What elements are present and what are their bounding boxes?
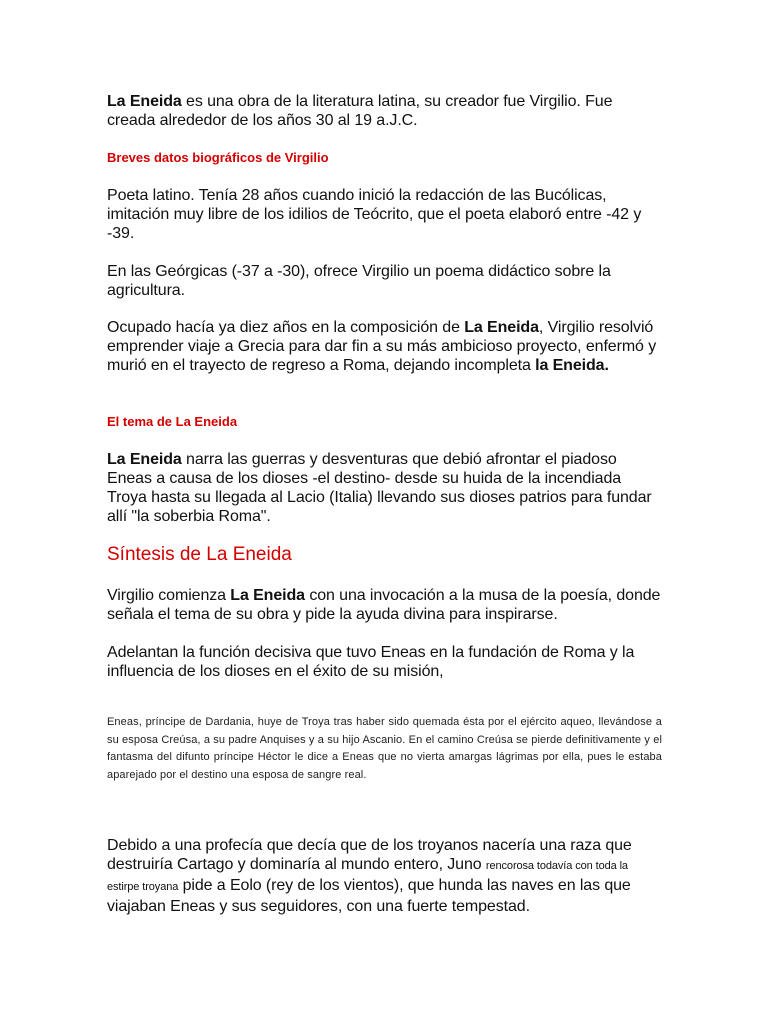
summary-small-paragraph: Eneas, príncipe de Dardania, huye de Troya tras haber sido quemada ésta por el ejército aqueo, llevándose a su esposa Creúsa, a su padre Anquises y a su hijo Ascanio. En el camino Creúsa se pierde definitivamente y el fantasma del difunto príncipe Héctor le dice a Eneas que no vierta amargas lágrimas por ella, pues le estaba aparejado por el destino una esposa de sangre real. [107, 716, 662, 781]
sintesis-paragraph-2: Adelantan la función decisiva que tuvo Eneas en la fundación de Roma y la influencia de los dioses en el éxito de su misión, [107, 644, 635, 680]
bio-paragraph-1: Poeta latino. Tenía 28 años cuando inició la redacción de las Bucólicas, imitación muy libre de los idilios de Teócrito, que el poeta elaboró entre -42 y -39. [107, 187, 642, 242]
bio3-bold-1: La Eneida [464, 319, 539, 336]
final-paragraph [107, 836, 662, 916]
intro-bold: La Eneida [107, 93, 182, 110]
sint1-text-2: con una invocación a la musa de la poesía, donde señala el tema de su obra y pide la ayuda divina para inspirarse. [107, 587, 661, 623]
final-small-text: rencorosa todavía con toda la estirpe troyana [107, 860, 628, 893]
bio3-text-2: , Virgilio resolvió emprender viaje a Grecia para dar fin a su más ambicioso proyecto, enfermó y murió en el trayecto de regreso a Roma, dejando incompleta [107, 319, 657, 374]
heading-biography: Breves datos biográficos de Virgilio [107, 150, 329, 165]
tema-bold: La Eneida [107, 451, 182, 468]
bio3-bold-2: la Eneida. [535, 357, 609, 374]
heading-tema: El tema de La Eneida [107, 414, 238, 429]
bio-paragraph-3 [107, 318, 662, 375]
intro-paragraph [107, 92, 662, 130]
heading-sintesis: Síntesis de La Eneida [107, 544, 292, 565]
final-text-1: Debido a una profecía que decía que de los troyanos nacería una raza que destruiría Cartago y dominaría al mundo entero, Juno [107, 837, 632, 873]
bio-paragraph-2: En las Geórgicas (-37 a -30), ofrece Virgilio un poema didáctico sobre la agricultura. [107, 263, 611, 299]
sint1-text-1: Virgilio comienza [107, 587, 231, 604]
tema-paragraph [107, 450, 662, 526]
sint1-bold: La Eneida [230, 587, 305, 604]
final-text-2: pide a Eolo (rey de los vientos), que hunda las naves en las que viajaban Eneas y sus seguidores, con una fuerte tempestad. [107, 877, 631, 915]
bio3-text-1: Ocupado hacía ya diez años en la composición de [107, 319, 465, 336]
tema-text: narra las guerras y desventuras que debió afrontar el piadoso Eneas a causa de los dioses -el destino- desde su huida de la incendiada Troya hasta su llegada al Lacio (Italia) llevando sus dioses patrios para fundar allí "la soberbia Roma". [107, 451, 652, 525]
sintesis-paragraph-1 [107, 586, 662, 624]
intro-text: es una obra de la literatura latina, su creador fue Virgilio. Fue creada alrededor de los años 30 al 19 a.J.C. [107, 93, 613, 129]
